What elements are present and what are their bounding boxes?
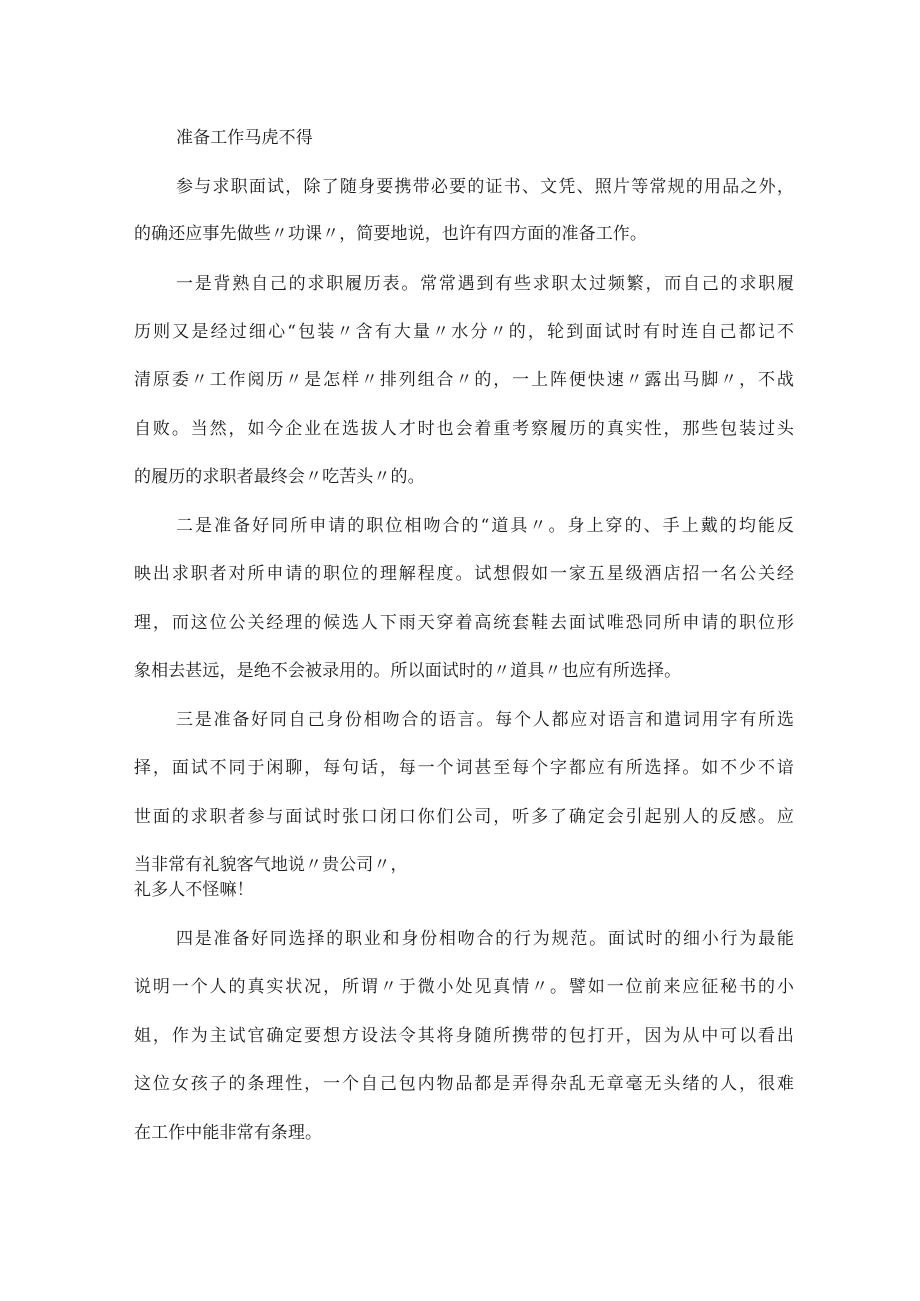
paragraph-2-line-2: 历则又是经过细心“包装〃含有大量〃水分〃的，轮到面试时有时连自己都记不 [134,322,794,342]
document-title: 准备工作马虎不得 [176,128,313,148]
paragraph-5-line-1: 四是准备好同选择的职业和身份相吻合的行为规范。面试时的细小行为最能 [176,929,794,949]
paragraph-4-line-3: 世面的求职者参与面试时张口闭口你们公司，听多了确定会引起别人的反感。应 [134,807,794,827]
paragraph-5-line-3: 姐，作为主试官确定要想方设法令其将身随所携带的包打开，因为从中可以看出 [134,1026,794,1046]
paragraph-5-line-4: 这位女孩子的条理性，一个自己包内物品都是弄得杂乱无章毫无头绪的人，很难 [134,1074,794,1094]
paragraph-2-line-4: 自败。当然，如今企业在选拔人才时也会着重考察履历的真实性，那些包装过头 [134,419,794,439]
paragraph-2-line-1: 一是背熟自己的求职履历表。常常遇到有些求职太过频繁，而自己的求职履 [176,274,794,294]
paragraph-4-line-1: 三是准备好同自己身份相吻合的语言。每个人都应对语言和遣词用字有所选 [176,710,794,730]
paragraph-5-line-2: 说明一个人的真实状况，所谓〃于微小处见真情〃。譬如一位前来应征秘书的小 [134,977,794,997]
paragraph-4-line-4: 当非常有礼貌客气地说〃贵公司〃， [134,855,408,875]
paragraph-1-line-1: 参与求职面试，除了随身要携带必要的证书、文凭、照片等常规的用品之外， [176,177,794,197]
paragraph-4-line-2: 择，面试不同于闲聊，每句话，每一个词甚至每个字都应有所选择。如不少不谙 [134,758,794,778]
paragraph-3-line-2: 映出求职者对所申请的职位的理解程度。试想假如一家五星级酒店招一名公关经 [134,564,794,584]
paragraph-3-line-1: 二是准备好同所申请的职位相吻合的“道具〃。身上穿的、手上戴的均能反 [176,516,794,536]
paragraph-4-line-5: 礼多人不怪嘛！ [134,880,254,900]
paragraph-1-line-2: 的确还应事先做些〃功课〃，简要地说，也许有四方面的准备工作。 [134,224,647,244]
paragraph-5-line-5: 在工作中能非常有条理。 [134,1123,323,1143]
paragraph-3-line-3: 理，而这位公关经理的候选人下雨天穿着高统套鞋去面试唯恐同所申请的职位形 [134,613,794,633]
paragraph-2-line-3: 清原委〃工作阅历〃是怎样〃排列组合〃的，一上阵便快速〃露出马脚〃，不战 [134,370,794,390]
paragraph-3-line-4: 象相去甚远，是绝不会被录用的。所以面试时的〃道具〃也应有所选择。 [134,661,682,681]
paragraph-2-line-5: 的履历的求职者最终会〃吃苦头〃的。 [134,467,425,487]
